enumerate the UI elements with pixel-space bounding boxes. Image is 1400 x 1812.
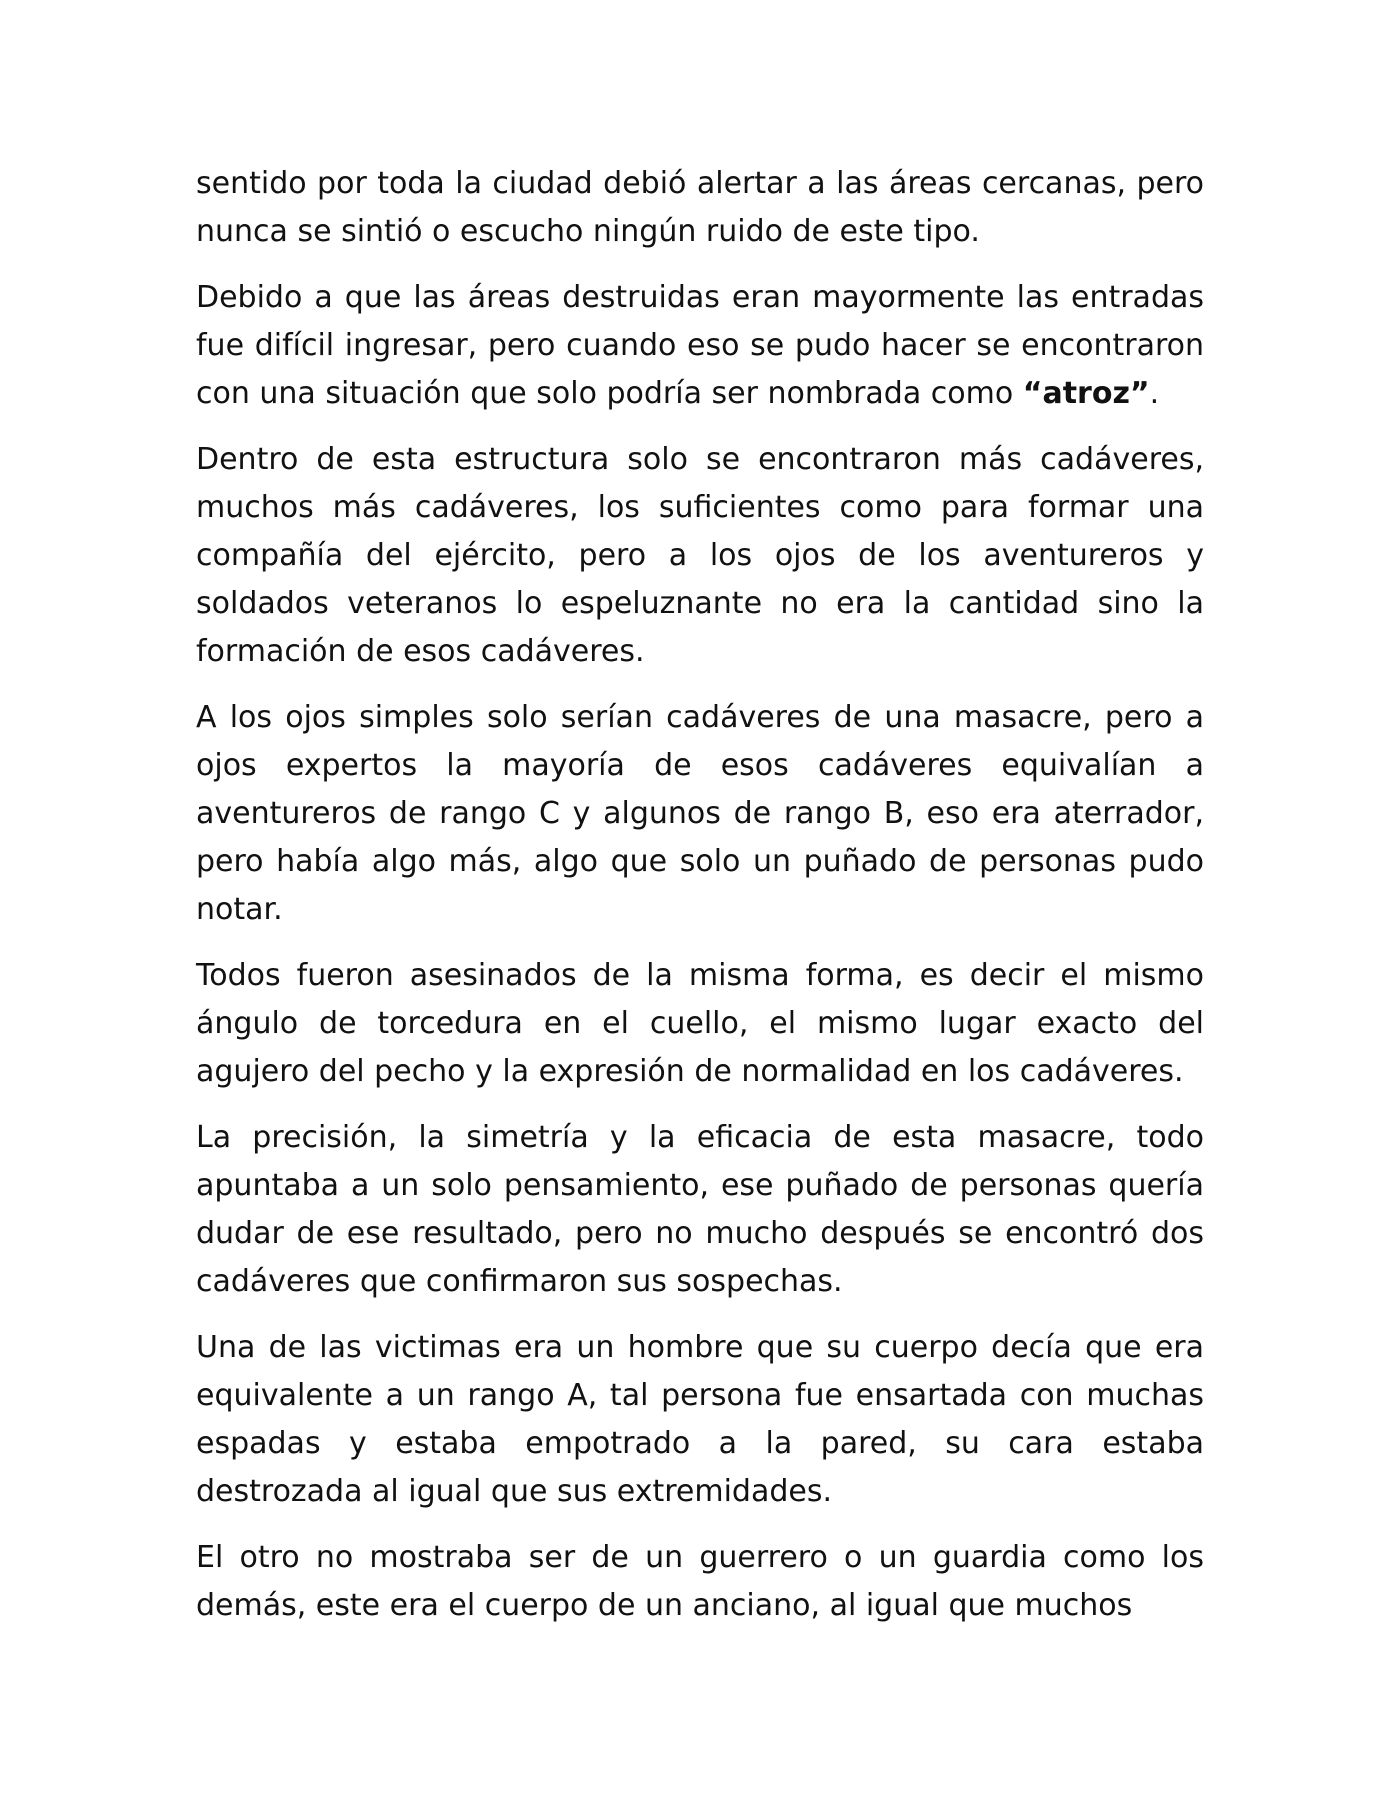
- paragraph-5: Todos fueron asesinados de la misma forma, es decir el mismo ángulo de torcedura en el cuello, el mismo lugar exacto del agujero del pecho y la expresión de normalidad en los cadáveres.: [196, 958, 1204, 1089]
- paragraph-8: El otro no mostraba ser de un guerrero o un guardia como los demás, este era el cuerpo de un anciano, al igual que muchos: [196, 1540, 1204, 1623]
- paragraph-2: [196, 274, 1204, 418]
- paragraph-7: Una de las victimas era un hombre que su cuerpo decía que era equivalente a un rango A, tal persona fue ensartada con muchas espadas y estaba empotrado a la pared, su cara estaba destrozada al igual que sus extremidades.: [196, 1330, 1204, 1509]
- paragraph-4: A los ojos simples solo serían cadáveres de una masacre, pero a ojos expertos la mayoría de esos cadáveres equivalían a aventureros de rango C y algunos de rango B, eso era aterrador, pero había algo más, algo que solo un puñado de personas pudo notar.: [196, 700, 1204, 927]
- paragraph-6: La precisión, la simetría y la eficacia de esta masacre, todo apuntaba a un solo pensamiento, ese puñado de personas quería dudar de ese resultado, pero no mucho después se encontró dos cadáveres que confirmaron sus sospechas.: [196, 1120, 1204, 1299]
- paragraph-2-ending: .: [1149, 376, 1160, 411]
- paragraph-1: sentido por toda la ciudad debió alertar a las áreas cercanas, pero nunca se sintió o escucho ningún ruido de este tipo.: [196, 166, 1204, 249]
- body-text: [196, 160, 1204, 1648]
- paragraph-2-text: Debido a que las áreas destruidas eran mayormente las entradas fue difícil ingresar, pero cuando eso se pudo hacer se encontraron con una situación que solo podría ser nombrada como: [196, 280, 1204, 411]
- emphasized-word: “atroz”: [1022, 376, 1150, 411]
- paragraph-3: Dentro de esta estructura solo se encontraron más cadáveres, muchos más cadáveres, los suficientes como para formar una compañía del ejército, pero a los ojos de los aventureros y soldados veteranos lo espeluznante no era la cantidad sino la formación de esos cadáveres.: [196, 442, 1204, 669]
